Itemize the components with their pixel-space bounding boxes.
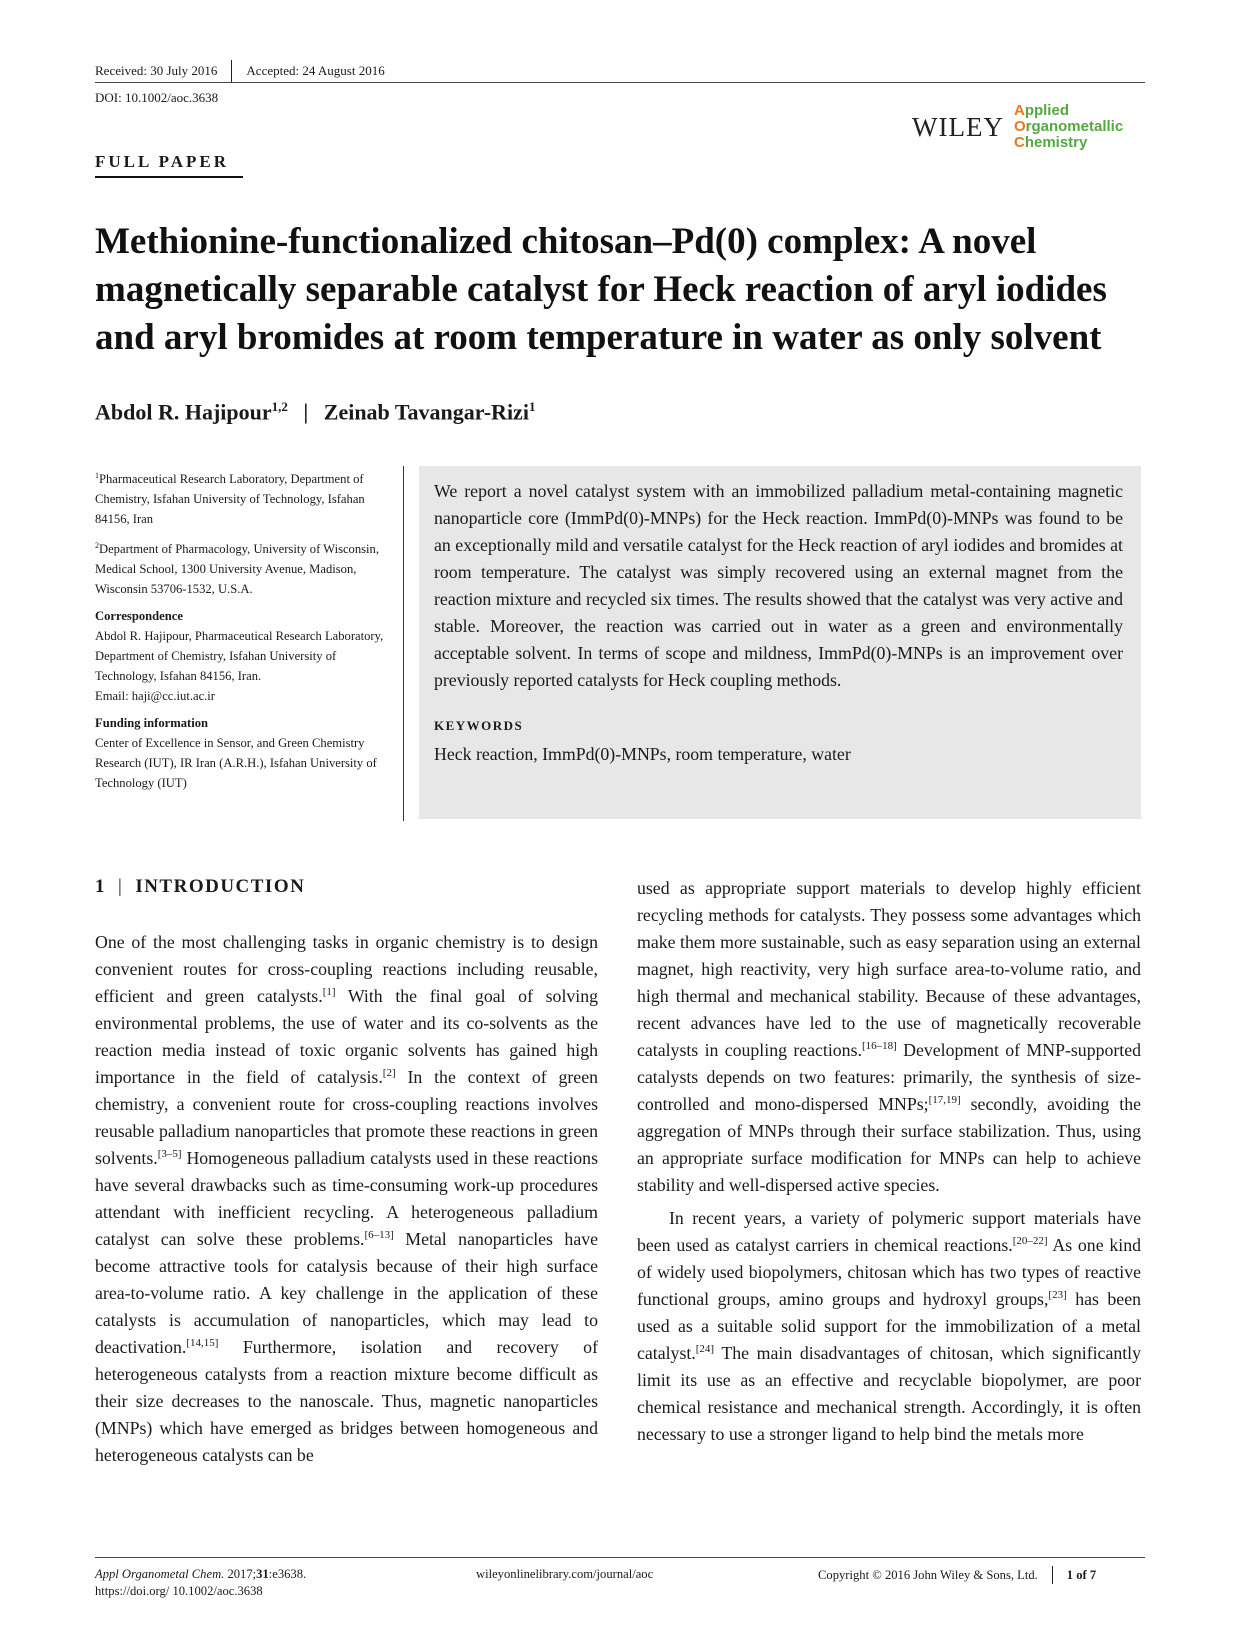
citation-ref: [6–13]	[364, 1229, 394, 1242]
funding-heading: Funding information	[95, 716, 209, 731]
correspondence-text: Abdol R. Hajipour, Pharmaceutical Research Laboratory, Department of Chemistry, Isfahan University of Technology, Isfahan 84156, Iran.	[95, 629, 384, 684]
section-separator: |	[118, 876, 124, 897]
paragraph: In recent years, a variety of polymeric support materials have been used as catalyst carriers in chemical reactions.[20–22] As one kind of widely used biopolymers, chitosan which has two types of reactive functional groups, amino groups and hydroxyl groups,[23] has been used as a suitable solid support for the immobilization of a metal catalyst.[24] The main disadvantages of chitosan, which significantly limit its use as an effective and recyclable biopolymer, are poor chemical resistance and mechanical strength. Accordingly, it is often necessary to use a stronger ligand to help bind the metals more	[637, 1208, 1141, 1444]
doi: DOI: 10.1002/aoc.3638	[95, 90, 219, 105]
copyright-text: Copyright © 2016 John Wiley & Sons, Ltd.	[818, 1567, 1038, 1582]
paragraph: One of the most challenging tasks in organic chemistry is to design convenient routes for cross-coupling reactions including reusable, efficient and green catalysts.[1] With the final goal of solving environmental problems, the use of water and its co-solvents as the reaction media instead of toxic organic solvents has gained high importance in the field of catalysis.[2] In the context of green chemistry, a convenient route for cross-coupling reactions involves reusable palladium nanoparticles that promote these reactions in green solvents.[3–5] Homogeneous palladium catalysts used in these reactions have several drawbacks such as time-consuming work-up procedures attendant with inefficient recycling. A heterogeneous palladium catalyst can solve these problems.[6–13] Metal nanoparticles have become attractive tools for catalysis because of their high surface area-to-volume ratio. A key challenge in the application of these catalysts is accumulation of nanoparticles, which may lead to deactivation.[14,15] Furthermore, isolation and recovery of heterogeneous catalysts from a reaction mixture become difficult as their size decreases to the nanoscale. Thus, magnetic nanoparticles (MNPs) which have emerged as bridges between homogeneous and heterogeneous catalysts can be	[95, 932, 599, 1465]
article-dates	[95, 60, 385, 82]
author-list	[95, 399, 535, 425]
citation-ref: [14,15]	[186, 1337, 219, 1350]
affiliation: $^1$Pharmaceutical Research Laboratory, Department of Chemistry, Isfahan University of Technology, Isfahan 84156, Iran	[95, 471, 365, 527]
publisher-logos	[912, 103, 1123, 151]
doi-link[interactable]: https://doi.org/ 10.1002/aoc.3638	[95, 1584, 263, 1598]
keywords: Heck reaction, ImmPd(0)-MNPs, room temperature, water	[434, 744, 851, 764]
journal-website-link[interactable]: wileyonlinelibrary.com/journal/aoc	[476, 1567, 654, 1581]
citation-ref: [1]	[322, 986, 336, 999]
journal-logo: Applied Organometallic Chemistry	[1013, 102, 1124, 151]
author-separator: |	[303, 399, 309, 425]
journal-abbrev: Appl Organometal Chem.	[95, 1567, 225, 1581]
citation-ref: [3–5]	[157, 1148, 182, 1161]
header-rule	[95, 82, 1145, 83]
footer-copyright	[818, 1566, 1096, 1584]
accepted-date: Accepted: 24 August 2016	[246, 63, 385, 78]
author-name: Zeinab Tavangar-Rizi	[323, 399, 529, 425]
citation-ref: [20–22]	[1012, 1235, 1048, 1248]
paper-type-underline	[95, 176, 243, 178]
section-title: INTRODUCTION	[135, 876, 306, 897]
body-column-left	[95, 929, 598, 1469]
volume: 31	[256, 1567, 269, 1581]
abstract-text: We report a novel catalyst system with an immobilized palladium metal-containing magnetic nanoparticle core (ImmPd(0)-MNPs) for the Heck reaction. ImmPd(0)-MNPs was found to be an exceptionally mild and versatile catalyst for the Heck reaction of aryl iodides and bromides at room temperature. The catalyst was simply recovered using an external magnet from the reaction mixture and recycled six times. The results showed that the catalyst was very active and stable. Moreover, the reaction was carried out in water as a green and environmentally acceptable solvent. In terms of scope and mildness, ImmPd(0)-MNPs is an improvement over previously reported catalysts for Heck coupling methods.	[434, 481, 1123, 690]
citation-ref: [16–18]	[861, 1040, 897, 1053]
paragraph: used as appropriate support materials to develop highly efficient recycling methods for catalysts. They possess some advantages which make them more sustainable, such as easy separation using an external magnet, high reactivity, very high surface area-to-volume ratio, and high thermal and mechanical stability. Because of these advantages, recent advances have led to the use of magnetically recoverable catalysts in coupling reactions.[16–18] Development of MNP-supported catalysts depends on two features: primarily, the synthesis of size-controlled and mono-dispersed MNPs;[17,19] secondly, avoiding the aggregation of MNPs through their surface stabilization. Thus, using an appropriate surface modification for MNPs can help to achieve stability and well-dispersed active species.	[637, 878, 1142, 1195]
correspondence-email: Email: haji@cc.iut.ac.ir	[95, 689, 215, 704]
info-column-divider	[403, 466, 404, 821]
author-info-column	[95, 466, 395, 800]
affiliation: $^2$Department of Pharmacology, University of Wisconsin, Medical School, 1300 University Avenue, Madison, Wisconsin 53706-1532, U.S.A.	[95, 541, 379, 597]
wiley-logo: WILEY	[912, 111, 1004, 142]
section-number: 1	[95, 876, 106, 897]
section-heading	[95, 876, 305, 898]
author-affiliation-mark: 1,2	[271, 399, 288, 414]
body-column-right	[637, 875, 1141, 1448]
funding-text: Center of Excellence in Sensor, and Green Chemistry Research (IUT), IR Iran (A.R.H.), Isfahan University of Technology (IUT)	[95, 736, 377, 791]
footer-divider	[1052, 1566, 1053, 1584]
received-date: Received: 30 July 2016	[95, 63, 218, 78]
author-name: Abdol R. Hajipour	[95, 399, 272, 425]
citation-ref: [23]	[1048, 1289, 1067, 1302]
footer-citation: Appl Organometal Chem. 2017;31:e3638. https://doi.org/ 10.1002/aoc.3638	[95, 1567, 307, 1598]
author-affiliation-mark: 1	[528, 399, 536, 414]
citation-ref: [24]	[695, 1343, 715, 1356]
abstract-box	[419, 466, 1141, 819]
citation-ref: [2]	[382, 1067, 396, 1080]
keywords-heading: KEYWORDS	[434, 718, 524, 733]
footer-rule	[95, 1557, 1145, 1558]
date-divider	[231, 60, 232, 82]
citation-ref: [17,19]	[928, 1094, 961, 1107]
correspondence-heading: Correspondence	[95, 609, 183, 624]
article-title: Methionine-functionalized chitosan–Pd(0) complex: A novel magnetically separable catalyst for Heck reaction of aryl iodides and aryl bromides at room temperature in water as only solvent	[95, 221, 1107, 358]
page-number: 1 of 7	[1066, 1567, 1097, 1582]
paper-type-label: FULL PAPER	[95, 152, 230, 171]
